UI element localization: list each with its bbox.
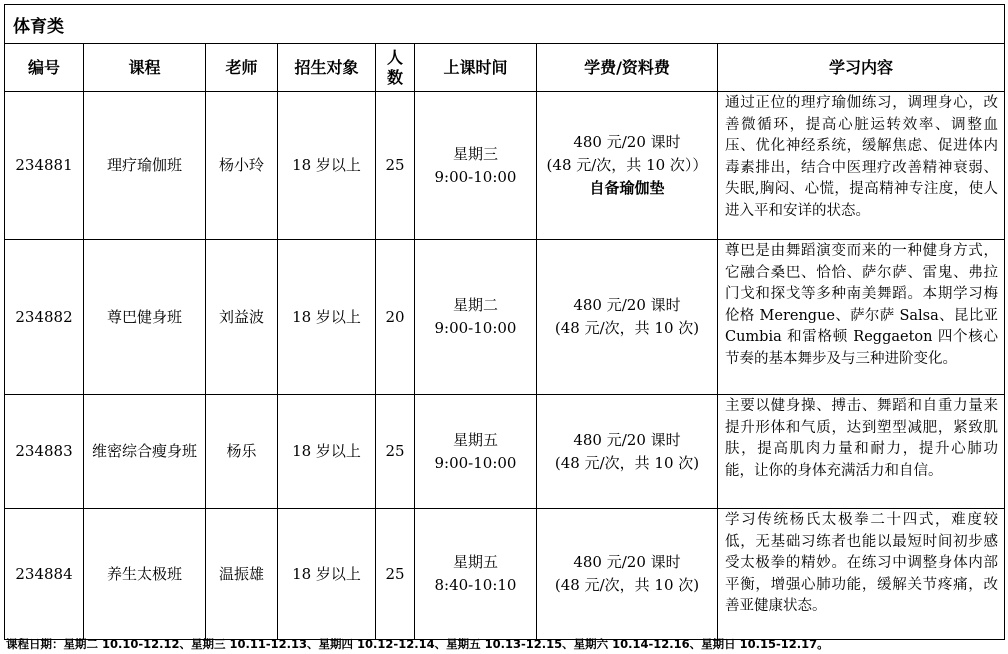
section-title-row [5, 5, 1005, 44]
header-time: 上课时间 [415, 44, 537, 92]
cell-content: 尊巴是由舞蹈演变而来的一种健身方式，它融合桑巴、恰恰、萨尔萨、雷鬼、弗拉门戈和探戈等多种南美舞蹈。本期学习梅伦格 Merengue、萨尔萨 Salsa、昆比亚 Cumbia 和雷格顿 Reggaeton 四个核心节奏的基本舞步及与三种进阶变化。 [718, 240, 1005, 395]
cell-hours: 9:00-10:00 [434, 167, 517, 186]
course-table [4, 4, 1005, 640]
cell-time [415, 92, 537, 240]
table-header-row [5, 44, 1005, 92]
fee-amount: 480 元/20 课时 [573, 133, 681, 151]
table-row [5, 92, 1005, 240]
cell-teacher: 杨小玲 [206, 92, 278, 240]
cell-hours: 9:00-10:00 [434, 319, 517, 337]
header-content: 学习内容 [718, 44, 1005, 92]
header-count-line1: 人 [386, 47, 403, 67]
cell-content: 学习传统杨氏太极拳二十四式，难度较低，无基础习练者也能以最短时间初步感受太极拳的精妙。在练习中调整身体内部平衡，增强心肺功能，缓解关节疼痛，改善亚健康状态。 [718, 509, 1005, 640]
cell-hours: 8:40-10:10 [434, 576, 517, 594]
cell-fee [537, 509, 718, 640]
cell-time [415, 395, 537, 509]
fee-detail: (48 元/次，共 10 次）） [546, 156, 708, 174]
fee-detail: (48 元/次，共 10 次) [554, 453, 700, 472]
cell-target: 18 岁以上 [278, 395, 376, 509]
table-row [5, 395, 1005, 509]
cell-count: 20 [376, 240, 415, 395]
cell-day: 星期五 [452, 430, 498, 449]
header-count-line2: 数 [386, 67, 403, 87]
cell-target: 18 岁以上 [278, 509, 376, 640]
cell-code: 234881 [5, 92, 84, 240]
fee-amount: 480 元/20 课时 [573, 553, 681, 571]
cell-time [415, 240, 537, 395]
fee-note: 自备瑜伽垫 [589, 179, 665, 197]
cell-target: 18 岁以上 [278, 92, 376, 240]
cell-time [415, 509, 537, 640]
header-teacher: 老师 [206, 44, 278, 92]
cell-teacher: 温振雄 [206, 509, 278, 640]
cell-day: 星期五 [452, 553, 498, 571]
cell-target: 18 岁以上 [278, 240, 376, 395]
cell-content: 通过正位的理疗瑜伽练习，调理身心，改善微循环，提高心脏运转效率、调整血压、优化神经系统，缓解焦虑、促进体内毒素排出，结合中医理疗改善精神衰弱、失眠,胸闷、心慌，提高精神专注度，使人进入平和安详的状态。 [718, 92, 1005, 240]
cell-day: 星期二 [452, 296, 498, 314]
cell-course: 理疗瑜伽班 [84, 92, 206, 240]
section-title: 体育类 [5, 5, 1005, 44]
cell-count: 25 [376, 509, 415, 640]
header-course: 课程 [84, 44, 206, 92]
cell-course: 维密综合瘦身班 [84, 395, 206, 509]
header-code: 编号 [5, 44, 84, 92]
cell-course: 尊巴健身班 [84, 240, 206, 395]
cell-teacher: 刘益波 [206, 240, 278, 395]
fee-detail: (48 元/次，共 10 次) [554, 576, 700, 594]
table-row [5, 509, 1005, 640]
table-row [5, 240, 1005, 395]
cell-teacher: 杨乐 [206, 395, 278, 509]
cell-course: 养生太极班 [84, 509, 206, 640]
course-sheet [4, 4, 1004, 640]
cell-fee [537, 240, 718, 395]
fee-amount: 480 元/20 课时 [573, 296, 681, 314]
cell-count: 25 [376, 395, 415, 509]
cell-day: 星期三 [452, 144, 498, 163]
cell-fee [537, 92, 718, 240]
fee-amount: 480 元/20 课时 [573, 430, 681, 449]
header-fee: 学费/资料费 [537, 44, 718, 92]
course-dates-footer: 课程日期：星期二 10.10-12.12、星期三 10.11-12.13、星期四 10.12-12.14、星期五 10.13-12.15、星期六 10.14-12.16、星期日 10.15-12.17。 [6, 637, 829, 651]
cell-code: 234884 [5, 509, 84, 640]
cell-code: 234883 [5, 395, 84, 509]
header-target: 招生对象 [278, 44, 376, 92]
cell-count: 25 [376, 92, 415, 240]
cell-content: 主要以健身操、搏击、舞蹈和自重力量来提升形体和气质，达到塑型减肥，紧致肌肤，提高肌肉力量和耐力，提升心肺功能，让你的身体充满活力和自信。 [718, 395, 1005, 509]
cell-hours: 9:00-10:00 [434, 453, 517, 472]
fee-detail: (48 元/次，共 10 次) [554, 319, 700, 337]
cell-code: 234882 [5, 240, 84, 395]
cell-fee [537, 395, 718, 509]
header-count [376, 44, 415, 92]
